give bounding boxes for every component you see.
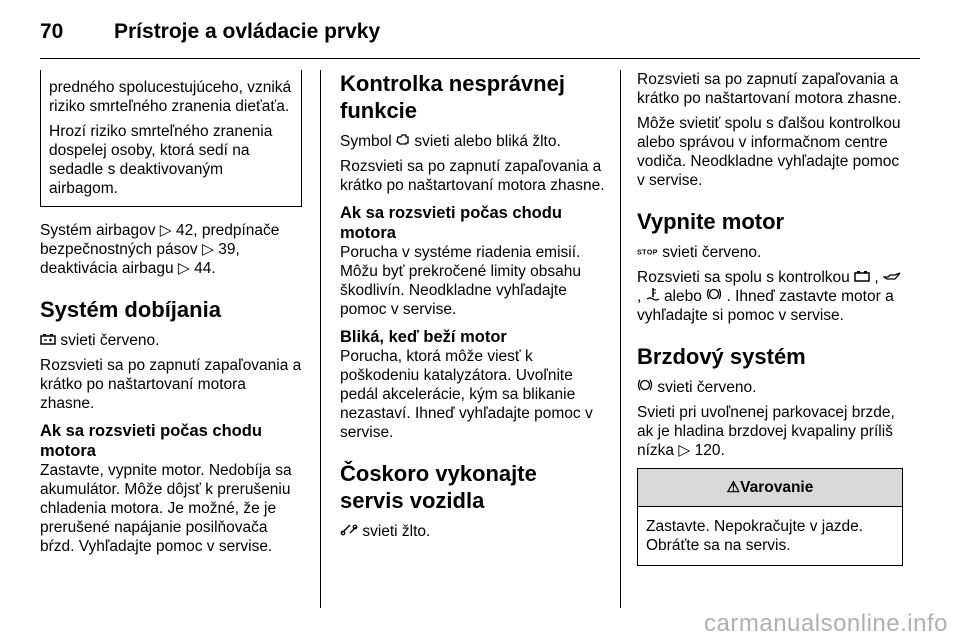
header-divider <box>40 58 920 59</box>
column-right <box>637 70 903 566</box>
engine-check-icon <box>396 133 414 150</box>
paragraph: Rozsvieti sa po zapnutí zapaľovania a krátko po naštartovaní motora zhasne. <box>637 71 902 107</box>
section-heading: Brzdový systém <box>637 344 806 370</box>
status-line: svieti červeno. <box>637 378 903 397</box>
subsection-heading: Ak sa rozsvieti počas chodu motora <box>340 204 562 242</box>
stop-symbol: STOP <box>637 249 658 257</box>
status-line: Symbol svieti alebo bliká žlto. <box>340 133 561 150</box>
paragraph: Rozsvieti sa spolu s kontrolkou , , alebo . Ihneď zastavte motor a vyhľadajte si pomoc v servise. <box>637 268 903 325</box>
warning-box <box>637 468 903 566</box>
page-reference-arrow-icon[interactable]: ▷ <box>202 241 214 258</box>
section-heading: Čoskoro vykonajte servis vozidla <box>340 461 537 513</box>
cross-reference: Systém airbagov ▷ 42, predpínače bezpečnostných pásov ▷ 39, deaktivácia airbagu ▷ 44. <box>40 222 280 277</box>
column-divider <box>320 70 321 608</box>
section-heading: Vypnite motor <box>637 209 785 234</box>
warning-header <box>638 469 902 507</box>
paragraph: Porucha v systéme riadenia emisií. Môžu byť prekročené limity obsahu škodlivín. Neodkladne vyhľadajte pomoc v servise. <box>340 244 582 318</box>
brake-icon <box>706 288 726 305</box>
status-line: svieti žlto. <box>340 522 605 541</box>
column-middle <box>340 70 605 547</box>
warning-title: Varovanie <box>740 479 814 497</box>
section-heading: Systém dobíjania <box>40 297 221 322</box>
page-reference-arrow-icon[interactable]: ▷ <box>177 260 190 277</box>
coolant-temp-icon <box>646 288 664 305</box>
brake-icon <box>637 379 657 396</box>
service-wrench-icon <box>340 523 362 540</box>
status-line: svieti červeno. <box>40 331 302 350</box>
page-reference-arrow-icon[interactable]: ▷ <box>159 222 172 239</box>
warning-triangle-icon: ⚠ <box>726 479 741 497</box>
paragraph: Zastavte, vypnite motor. Nedobíja sa akumulátor. Môže dôjsť k prerušeniu chladenia motora. Je možné, že je prerušené napájanie posilňovača bŕzd. Vyhľadajte pomoc v servise. <box>40 462 292 555</box>
page-header <box>40 14 920 54</box>
subsection-heading: Bliká, keď beží motor <box>340 328 507 346</box>
paragraph: predného spolucestujúceho, vzniká riziko smrteľného zranenia dieťaťa. <box>49 79 292 115</box>
subsection-heading: Ak sa rozsvieti počas chodu motora <box>40 422 262 460</box>
paragraph: Rozsvieti sa po zapnutí zapaľovania a krátko po naštartovaní motora zhasne. <box>40 357 302 412</box>
watermark: carmanualsonline.info <box>704 610 948 637</box>
paragraph: Rozsvieti sa po zapnutí zapaľovania a krátko po naštartovaní motora zhasne. <box>340 158 605 194</box>
page-reference-arrow-icon[interactable]: ▷ <box>678 442 691 460</box>
status-line: STOP svieti červeno. <box>637 244 762 261</box>
airbag-note-box <box>40 70 302 207</box>
paragraph: Hrozí riziko smrteľného zranenia dospelej osoby, ktorá sedí na sedadle s deaktivovaným airbagom. <box>49 123 273 197</box>
section-heading: Kontrolka nesprávnej funkcie <box>340 71 565 123</box>
battery-icon <box>854 269 874 286</box>
page-title: Prístroje a ovládacie prvky <box>114 20 381 43</box>
column-left <box>40 70 302 562</box>
warning-text: Zastavte. Nepokračujte v jazde. Obráťte sa na servis. <box>646 518 864 555</box>
paragraph: Porucha, ktorá môže viesť k poškodeniu katalyzátora. Uvoľnite pedál akcelerácie, kým sa blikanie nezastaví. Ihneď vyhľadajte pomoc v servise. <box>340 348 593 441</box>
battery-icon <box>40 332 60 349</box>
paragraph: Svieti pri uvoľnenej parkovacej brzde, ak je hladina brzdovej kvapaliny príliš nízka ▷ 120. <box>637 404 895 460</box>
oil-can-icon <box>883 269 901 286</box>
paragraph: Môže svietiť spolu s ďalšou kontrolkou alebo správou v informačnom centre vodiča. Neodkladne vyhľadajte pomoc v servise. <box>637 115 901 189</box>
column-divider <box>620 70 621 608</box>
page-number: 70 <box>40 20 64 43</box>
